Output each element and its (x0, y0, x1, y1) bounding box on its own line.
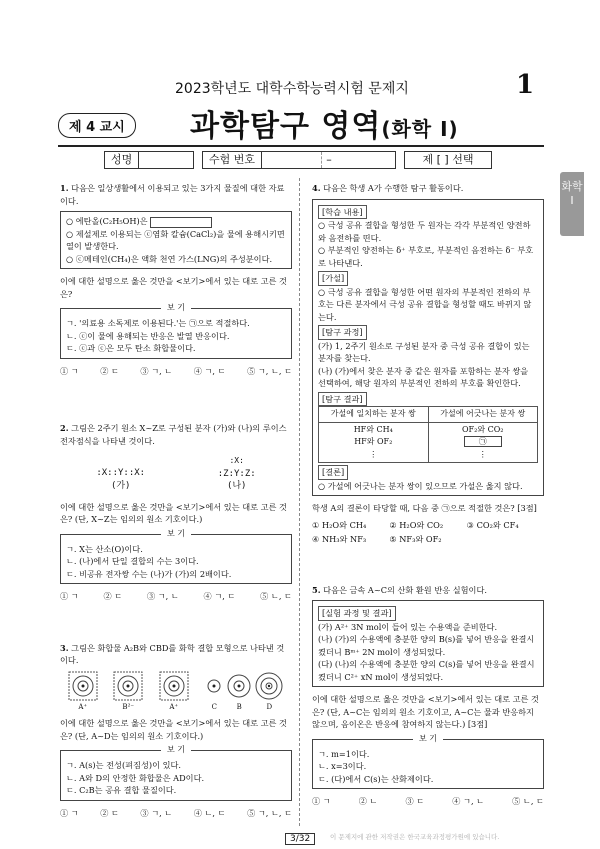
q4-options (312, 519, 544, 546)
column-divider (299, 178, 301, 826)
atom-b-2minus (113, 671, 143, 714)
q4-proc-item: (나) (가)에서 찾은 분자 중 같은 원자를 포함하는 분자 쌍을 선택하여, 해당 원자의 부분적인 전하의 부호를 확인한다. (318, 365, 529, 388)
q5-proc-title: [실험 과정 및 결과] (318, 606, 396, 621)
q5-number: 5. (312, 584, 321, 595)
atom-model-icon (159, 671, 189, 701)
q2-label-b: (나) (226, 481, 247, 491)
q2-option-3[interactable]: ③ ㄱ, ㄴ (146, 591, 179, 601)
q4-hyp: ○ 극성 공유 결합을 형성한 어떤 원자의 부분적인 전하의 부호는 다른 분자에서 극성 공유 결합을 형성할 때도 바뀌지 않는다. (318, 286, 532, 322)
q4-stem: 다음은 학생 A가 수행한 탐구 활동이다. (323, 183, 464, 193)
q1-box-line: ○ 제설제로 이용되는 ⓒ염화 칼슘(CaCl₂)을 물에 용해시키면 열이 발생한다. (66, 228, 285, 251)
q3-option-2[interactable]: ② ㄷ (100, 807, 119, 818)
table-cell: HF와 CH₄ (353, 424, 393, 434)
footer-total: 32 (298, 834, 311, 844)
q4-proc-title: [탐구 과정] (318, 325, 367, 340)
atom-c (204, 671, 224, 714)
q1-option-1[interactable]: ① ㄱ (60, 365, 79, 376)
q4-concl-title: [결론] (318, 465, 348, 480)
q4-ask: 학생 A의 결론이 타당할 때, 다음 중 ㉠으로 적절한 것은? [3점] (312, 503, 537, 513)
choice-field[interactable] (404, 151, 492, 169)
atom-a-plus (68, 671, 98, 714)
q2-bogi-item: ㄱ. X는 산소(O)이다. (66, 543, 143, 554)
table-cell: ⋮ (478, 449, 487, 459)
q2-option-4[interactable]: ④ ㄱ, ㄷ (203, 591, 236, 601)
q4-option-2[interactable]: ② H₂O와 CO₂ (389, 519, 444, 530)
atom-d (254, 671, 284, 714)
q5-bogi-item: ㄷ. (다)에서 C(s)는 산화제이다. (318, 773, 434, 784)
q1-bogi-box (60, 303, 292, 359)
header-rule (58, 145, 544, 147)
page-footer: 3/32 (285, 833, 315, 845)
atom-b (226, 671, 252, 714)
q1-data-box (60, 211, 292, 269)
atom-label: B (236, 702, 242, 711)
side-tab-line2: I (570, 194, 574, 207)
subject-title (190, 101, 459, 145)
atom-label: B²⁻ (122, 702, 135, 711)
atom-model-icon (226, 671, 252, 701)
q2-lewis-figure: :X::Y::X: (가) :X: :Z:Y:Z: (나) (96, 456, 256, 491)
q1-blank-box (150, 217, 212, 228)
q5-stem: 다음은 금속 A~C의 산화 환원 반응 실험이다. (323, 584, 487, 595)
q3-option-3[interactable]: ③ ㄱ, ㄴ (140, 807, 173, 818)
exam-id-dash: – (326, 153, 332, 166)
bogi-label: 보 기 (161, 302, 191, 315)
q3-option-1[interactable]: ① ㄱ (60, 807, 79, 818)
side-tab-line1: 화학 (561, 180, 583, 193)
q1-option-5[interactable]: ⑤ ㄱ, ㄴ, ㄷ (247, 365, 292, 376)
q5-proc-item: (가) A²⁺ 3N mol이 들어 있는 수용액을 준비한다. (318, 621, 498, 632)
atom-label: A⁺ (169, 702, 179, 711)
name-label: 성명 (105, 152, 139, 168)
q4-number: 4. (312, 183, 321, 193)
q1-options (60, 365, 292, 378)
q3-bogi-item: ㄴ. A와 D의 안정한 화합물은 AD이다. (66, 772, 205, 783)
q4-learning-title: [학습 내용] (318, 205, 367, 220)
period-badge: 제 4 교시 (58, 113, 136, 138)
bogi-label: 보 기 (161, 744, 191, 757)
q2-option-1[interactable]: ① ㄱ (60, 591, 79, 601)
question-4 (312, 182, 544, 546)
atom-model-icon (204, 671, 224, 701)
atom-label: D (266, 702, 273, 711)
atom-model-icon (254, 671, 284, 701)
q3-ask: 이에 대한 설명으로 옳은 것만을 <보기>에서 있는 대로 고른 것은? (단, A~D는 임의의 원소 기호이다.) (60, 718, 287, 741)
q3-stem: 그림은 화합물 A₂B와 CBD를 화학 결합 모형으로 나타낸 것이다. (60, 642, 285, 665)
q4-learning-item: ○ 극성 공유 결합을 형성한 두 원자는 각각 부분적인 양전하와 음전하를 띤다. (318, 220, 531, 243)
exam-id-field[interactable] (202, 151, 396, 169)
atom-a-plus-2 (159, 671, 189, 714)
q4-option-3[interactable]: ③ CO₂와 CF₄ (466, 519, 519, 530)
q1-bogi-item: ㄷ. ⓒ과 ⓒ은 모두 탄소 화합물이다. (66, 343, 196, 353)
q1-ask: 이에 대한 설명으로 옳은 것만을 <보기>에서 있는 대로 고른 것은? (60, 276, 287, 299)
q3-bond-figure (60, 671, 292, 714)
q1-option-3[interactable]: ③ ㄱ, ㄴ (140, 365, 173, 376)
q2-bogi-item: ㄷ. 비공유 전자쌍 수는 (나)가 (가)의 2배이다. (66, 568, 232, 579)
exam-title: 2023학년도 대학수학능력시험 문제지 (175, 81, 409, 97)
q3-bogi-item: ㄱ. A(s)는 전성(펴짐성)이 있다. (66, 760, 181, 770)
exam-id-label: 수험 번호 (203, 152, 262, 168)
question-2 (60, 422, 292, 603)
q3-options (60, 807, 292, 820)
q2-stem: 그림은 2주기 원소 X~Z로 구성된 분자 (가)와 (나)의 루이스 전자점식을 나타낸 것이다. (60, 423, 287, 446)
q5-proc-item: (다) (나)의 수용액에 충분한 양의 C(s)를 넣어 반응을 완결시켰더니 C²⁺ xN mol이 생성되었다. (318, 659, 535, 682)
q3-option-4[interactable]: ④ ㄴ, ㄷ (193, 807, 226, 818)
q5-ask: 이에 대한 설명으로 옳은 것만을 <보기>에서 있는 대로 고른 것은? (단, A~C는 임의의 원소 기호이고, A~C는 물과 반응하지 않으며, 음이온은 반응에 참여하지 않는다.) [3점] (312, 694, 539, 729)
name-field[interactable] (104, 151, 194, 169)
question-5 (312, 584, 544, 808)
subject-main: 과학탐구 영역 (190, 109, 382, 144)
q3-bogi-item: ㄷ. C₂B는 공유 결합 물질이다. (66, 785, 177, 795)
q5-bogi-item: ㄱ. m=1이다. (318, 748, 370, 759)
left-column (60, 182, 292, 824)
q4-activity-box (312, 199, 544, 497)
q2-bogi-box (60, 528, 292, 585)
table-cell: ⋮ (369, 449, 378, 459)
q2-molecule-a: :X::Y::X: (96, 468, 146, 478)
table-cell: OF₂와 CO₂ (462, 424, 504, 434)
q3-bogi-box (60, 745, 292, 801)
q1-bogi-item: ㄴ. ⓒ이 물에 용해되는 반응은 발열 반응이다. (66, 330, 230, 341)
q2-option-2[interactable]: ② ㄷ (103, 591, 123, 601)
q4-option-1[interactable]: ① H₂O와 CH₄ (312, 519, 367, 530)
question-3 (60, 642, 292, 820)
q1-box-line: ○ ⓒ메테인(CH₄)은 액화 천연 가스(LNG)의 주성분이다. (66, 253, 273, 264)
q5-option-5[interactable]: ⑤ ㄴ, ㄷ (512, 796, 544, 806)
atom-model-icon (113, 671, 143, 701)
q1-box-line: ○ 에탄올(C₂H₅OH)은 (66, 216, 148, 226)
q1-bogi-item: ㄱ. '의료용 소독제로 이용된다.'는 ㉠으로 적절하다. (66, 318, 250, 328)
q3-option-5[interactable]: ⑤ ㄱ, ㄴ, ㄷ (247, 807, 292, 818)
q4-option-5[interactable]: ⑤ NF₃와 OF₂ (389, 534, 442, 544)
q1-number: 1. (60, 183, 69, 193)
table-header: 가설에 어긋나는 분자 쌍 (428, 407, 538, 423)
q5-bogi-box (312, 733, 544, 790)
q5-options (312, 795, 544, 808)
q2-ask: 이에 대한 설명으로 옳은 것만을 <보기>에서 있는 대로 고른 것은? (단, X~Z는 임의의 원소 기호이다.) (60, 501, 287, 524)
q4-proc-item: (가) 1, 2주기 원소로 구성된 분자 중 극성 공유 결합이 있는 분자를 찾는다. (318, 340, 530, 363)
q2-option-5[interactable]: ⑤ ㄴ, ㄷ (260, 591, 292, 601)
subject-sub: (화학 I) (381, 117, 459, 141)
table-cell: ㉠ (430, 436, 537, 449)
right-column (312, 182, 544, 813)
q4-result-title: [탐구 결과] (318, 392, 367, 407)
question-1 (60, 182, 292, 377)
q5-bogi-item: ㄴ. x=3이다. (318, 761, 367, 771)
q5-option-2[interactable]: ② ㄴ (358, 796, 378, 806)
q3-number: 3. (60, 642, 69, 653)
bogi-label: 보 기 (413, 733, 443, 746)
q4-result-table (318, 406, 538, 463)
table-row (319, 422, 538, 463)
choice-label: 제 [ ] 선택 (422, 153, 474, 166)
q2-bogi-item: ㄴ. (나)에서 단일 결합의 수는 3이다. (66, 556, 199, 566)
q4-option-4[interactable]: ④ NH₃와 NF₃ (312, 534, 367, 544)
q2-number: 2. (60, 423, 69, 433)
footer-page: 3 (290, 834, 296, 844)
q2-label-a: (가) (110, 480, 131, 491)
q2-options (60, 590, 292, 603)
q4-learning-item: ○ 부분적인 양전하는 δ⁺ 부호로, 부분적인 음전하는 δ⁻ 부호로 나타낸다. (318, 245, 534, 268)
q1-option-4[interactable]: ④ ㄱ, ㄷ (193, 365, 226, 376)
atom-label: C (211, 702, 217, 711)
q5-option-1[interactable]: ① ㄱ (312, 796, 331, 806)
table-header: 가설에 일치하는 분자 쌍 (319, 407, 429, 423)
atom-model-icon (68, 671, 98, 701)
q5-option-3[interactable]: ③ ㄷ (405, 796, 425, 806)
table-cell: HF와 OF₂ (354, 437, 393, 446)
q2-molecule-b: :Z:Y:Z: (217, 468, 256, 479)
subject-side-tab (560, 172, 584, 236)
q4-concl: ○ 가설에 어긋나는 분자 쌍이 있으므로 가설은 옳지 않다. (318, 480, 523, 491)
q5-proc-item: (나) (가)의 수용액에 충분한 양의 B(s)를 넣어 반응을 완결시켰더니 Bᵐ⁺ 2N mol이 생성되었다. (318, 634, 535, 657)
q1-option-2[interactable]: ② ㄷ (100, 365, 119, 376)
page-number: 1 (516, 70, 535, 100)
q5-option-4[interactable]: ④ ㄱ, ㄴ (452, 796, 485, 806)
info-bar (104, 151, 496, 169)
q4-hyp-title: [가설] (318, 271, 348, 286)
atom-label: A⁺ (78, 702, 88, 711)
copyright-notice: 이 문제지에 관한 저작권은 한국교육과정평가원에 있습니다. (330, 833, 500, 841)
q5-experiment-box (312, 600, 544, 687)
bogi-label: 보 기 (161, 528, 191, 541)
q1-stem: 다음은 일상생활에서 이용되고 있는 3가지 물질에 대한 자료이다. (60, 183, 285, 206)
